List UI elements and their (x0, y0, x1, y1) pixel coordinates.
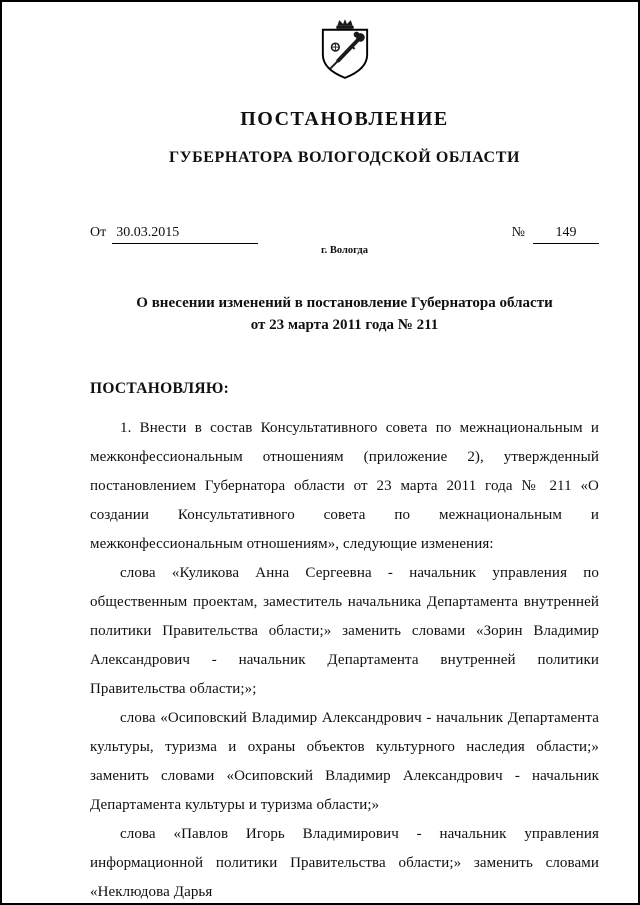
meta-date-group (90, 225, 258, 244)
from-label: От (90, 225, 107, 240)
number-value: 149 (533, 225, 599, 244)
paragraph-1: 1. Внести в состав Консультативного совета по межнациональным и межконфессиональным отношениям (приложение 2), утвержденный постановлением Губернатора области от 23 марта 2011 года № 211 «О создании Консультативного совета по межнациональным и межконфессиональным отношениям», следующие изменения: (90, 420, 599, 552)
meta-row (90, 225, 599, 244)
subject-line-1: О внесении изменений в постановление Губернатора области (136, 295, 553, 311)
date-value: 30.03.2015 (112, 225, 258, 244)
subject-line-2: от 23 марта 2011 года № 211 (250, 317, 439, 333)
place-label: г. Вологда (321, 245, 368, 256)
body-text (90, 414, 599, 905)
doc-type-title: ПОСТАНОВЛЕНИЕ (240, 108, 449, 130)
number-label: № (511, 225, 525, 240)
paragraph-3: слова «Осиповский Владимир Александрович - начальник Департамента культуры, туризма и охраны объектов культурного наследия области;» заменить словами «Осиповский Владимир Александрович - начальник Департамента культуры и туризма области;» (90, 710, 599, 813)
vologda-coat-of-arms-icon (319, 18, 371, 80)
paragraph-4: слова «Павлов Игорь Владимирович - начальник управления информационной политики Правительства области;» заменить словами «Неклюдова Дарья (90, 826, 599, 900)
resolution-word: ПОСТАНОВЛЯЮ: (90, 380, 230, 397)
meta-number-group (512, 225, 599, 244)
coat-of-arms (90, 18, 599, 82)
paragraph-2: слова «Куликова Анна Сергеевна - начальник управления по общественным проектам, заместитель начальника Департамента внутренней политики Правительства области;» заменить словами «Зорин Владимир Александрович - начальник Департамента внутренней политики Правительства области;»; (90, 565, 599, 697)
subject-title (90, 292, 599, 336)
authority-title: ГУБЕРНАТОРА ВОЛОГОДСКОЙ ОБЛАСТИ (168, 149, 521, 166)
page-content (90, 2, 599, 905)
